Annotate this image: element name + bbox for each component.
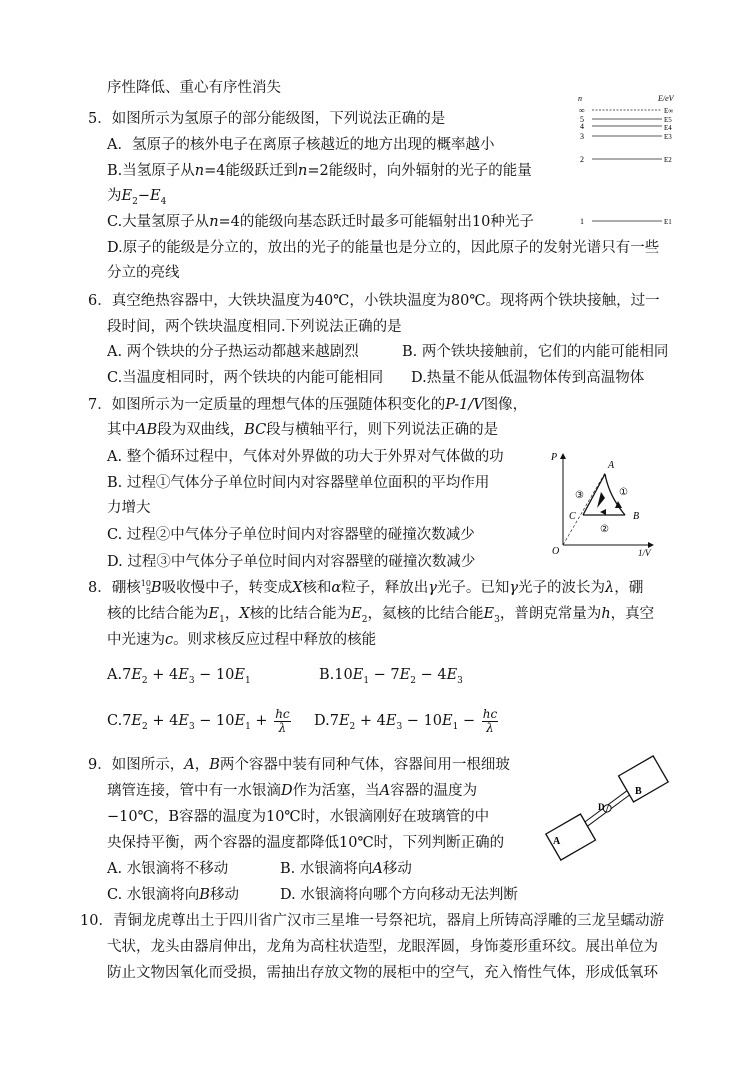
point-b-label: B — [633, 511, 640, 522]
q5-option-b: B.当氢原子从n=4能级跃迁到n=2能级时，向外辐射的光子的能量 — [107, 163, 532, 179]
level-label-3: 3 — [580, 132, 584, 141]
q6-stem: 6．真空绝热容器中，大铁块温度为40℃，小铁块温度为80℃。现将两个铁块接触，过一 — [88, 293, 660, 309]
q8-option-b: $B.10E_1 - 7E_2 - 4E_3$ — [319, 667, 463, 686]
q7-option-d: D. 过程③中气体分子单位时间内对容器壁的碰撞次数减少 — [107, 554, 476, 570]
q8-stem: 8．硼核 10 5 B吸收慢中子，转变成X核和α粒子，释放出γ光子。已知γ光子的波长为λ，硼 — [88, 579, 644, 596]
containers-figure — [535, 752, 680, 864]
arrow-ca — [597, 492, 605, 508]
q6-stem-cont: 段时间，两个铁块温度相同.下列说法正确的是 — [107, 319, 402, 335]
intro-line: 序性降低、重心有序性消失 — [107, 80, 281, 96]
q7-option-c: C. 过程②中气体分子单位时间内对容器壁的碰撞次数减少 — [107, 527, 475, 543]
inv-v-axis-label: 1/V — [638, 548, 651, 558]
energy-label-3: E3 — [664, 133, 672, 141]
q9-option-c: C. 水银滴将向B移动 — [107, 887, 239, 903]
energy-label-2: E2 — [664, 156, 672, 164]
energy-level-diagram — [572, 86, 682, 236]
container-b — [619, 756, 669, 802]
q6-option-b: B. 两个铁块接触前，它们的内能可能相同 — [402, 344, 669, 360]
q6-option-d: D.热量不能从低温物体传到高温物体 — [411, 370, 645, 386]
q7-option-b-cont: 力增大 — [107, 500, 151, 516]
q8-option-c: $C.7E_2 + 4E_3 - 10E_1$ + $\frac{hc}{\lambda}$ — [107, 706, 290, 735]
q5-option-d: D.原子的能级是分立的，放出的光子的能量也是分立的，因此原子的发射光谱只有一些 — [107, 240, 660, 256]
q8-stem-cont-1: 核的比结合能为$E_1$，X核的比结合能为$E_2$，氦核的比结合能$E_3$，普朗克常量为h，真空 — [107, 606, 655, 625]
level-label-2: 2 — [580, 155, 584, 164]
level-label-inf: ∞ — [579, 106, 585, 115]
q6-option-a: A. 两个铁块的分子热运动都越来越剧烈 — [107, 344, 359, 360]
process-2-label: ② — [600, 524, 609, 535]
q9-stem-cont-2: −10℃，B容器的温度为10℃时，水银滴刚好在玻璃管的中 — [107, 809, 490, 825]
q8-option-d: $D.7E_2 + 4E_3 - 10E_1$ − $\frac{hc}{\lambda}$ — [314, 706, 498, 735]
mercury-label: D — [598, 802, 605, 812]
energy-label-4: E4 — [664, 124, 672, 132]
q7-stem-cont: 其中AB段为双曲线，BC段与横轴平行，则下列说法正确的是 — [107, 422, 499, 438]
p-axis-label: P — [551, 452, 558, 463]
q7-stem: 7．如图所示为一定质量的理想气体的压强随体积变化的P-1/V图像， — [88, 397, 528, 413]
level-label-5: 5 — [580, 115, 584, 124]
q5-option-d-cont: 分立的亮线 — [107, 265, 180, 281]
q10-stem-cont-1: 弋状，龙头由器肩伸出，龙角为高柱状造型，龙眼浑圆，身饰菱形重环纹。展出单位为 — [107, 939, 658, 955]
q10-stem-cont-2: 防止文物因氧化而受损，需抽出存放文物的展柜中的空气，充入惰性气体，形成低氧环 — [107, 965, 658, 981]
point-a-label: A — [608, 460, 615, 471]
process-1-label: ① — [619, 487, 628, 498]
q9-stem: 9．如图所示，A，B两个容器中装有同种气体，容器间用一根细玻 — [88, 757, 510, 773]
origin-line — [563, 473, 605, 545]
q5-option-a: A．氢原子的核外电子在离原子核越近的地方出现的概率越小 — [107, 137, 495, 153]
q5-stem: 5．如图所示为氢原子的部分能级图，下列说法正确的是 — [88, 111, 446, 127]
diagram-n-label: n — [578, 94, 582, 103]
q9-stem-cont-1: 璃管连接，管中有一水银滴D作为活塞，当A容器的温度为 — [107, 783, 478, 799]
q7-option-a: A. 整个循环过程中，气体对外界做的功大于外界对气体做的功 — [107, 449, 504, 465]
q9-option-b: B. 水银滴将向A移动 — [280, 861, 412, 877]
point-c-label: C — [569, 511, 576, 522]
diagram-e-label: E/eV — [658, 94, 674, 103]
q9-option-a: A. 水银滴将不移动 — [107, 861, 229, 877]
arrow-bc — [600, 509, 606, 515]
level-label-1: 1 — [580, 217, 584, 226]
q10-stem: 10．青铜龙虎尊出土于四川省广汉市三星堆一号祭祀坑，器肩上所铸高浮雕的三龙呈蠕动游 — [80, 913, 664, 929]
container-b-label: B — [635, 786, 642, 797]
q5-option-b-cont: 为$E_2-E_4$ — [107, 188, 167, 207]
container-a-label: A — [553, 836, 561, 847]
process-3-label: ③ — [575, 490, 584, 501]
q8-option-a: $A.7E_2 + 4E_3 - 10E_1$ — [107, 667, 251, 686]
origin-label: O — [552, 546, 560, 557]
q6-option-c: C.当温度相同时，两个铁块的内能可能相同 — [107, 370, 384, 386]
energy-label-inf: E∞ — [664, 107, 674, 115]
level-label-4: 4 — [580, 122, 584, 131]
q9-option-d: D. 水银滴将向哪个方向移动无法判断 — [280, 887, 518, 903]
q8-stem-cont-2: 中光速为c。则求核反应过程中释放的核能 — [107, 632, 377, 648]
energy-label-1: E1 — [664, 218, 672, 226]
q7-option-b: B. 过程①气体分子单位时间内对容器壁单位面积的平均作用 — [107, 475, 490, 491]
q5-option-c: C.大量氢原子从n=4的能级向基态跃迁时最多可能辐射出10种光子 — [107, 214, 534, 230]
energy-label-5: E5 — [664, 116, 672, 124]
q9-stem-cont-3: 央保持平衡，两个容器的温度都降低10℃时，下列判断正确的 — [107, 835, 505, 851]
p-inverse-v-graph — [545, 448, 660, 560]
